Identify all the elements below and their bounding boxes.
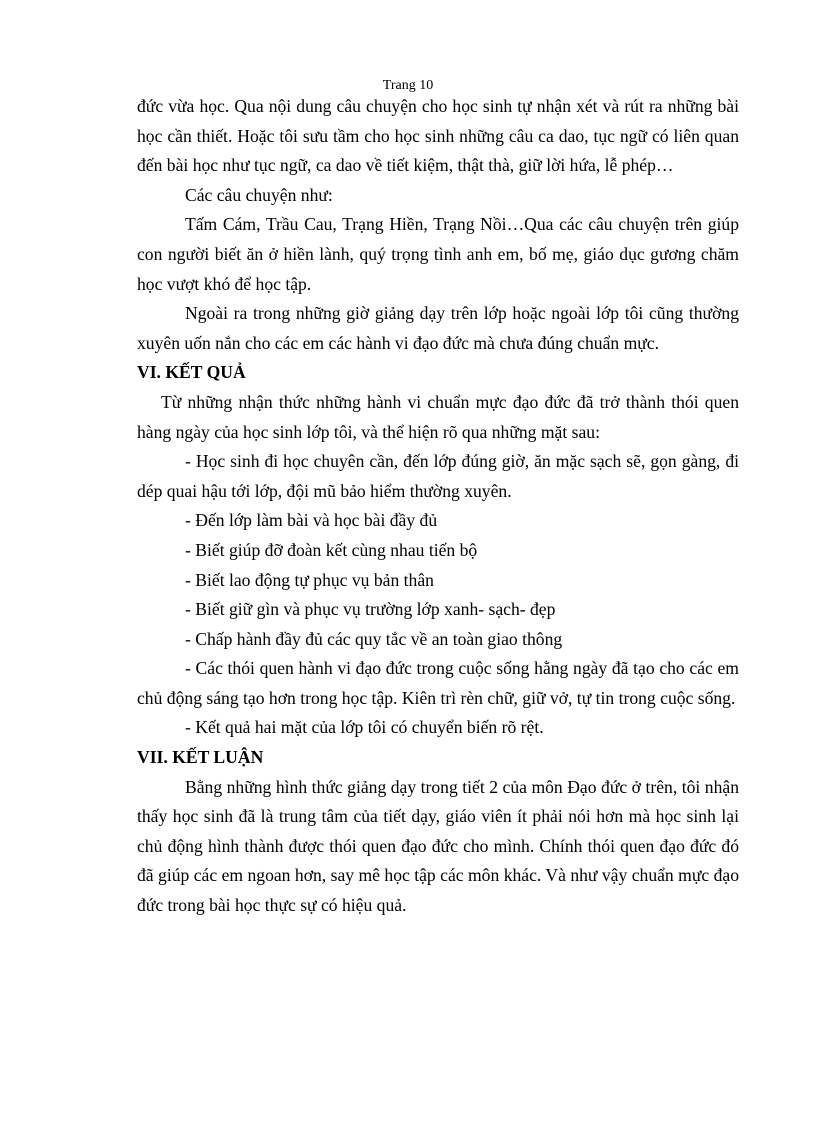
section-heading-conclusion: VII. KẾT LUẬN — [137, 747, 264, 768]
list-item: - Các thói quen hành vi đạo đức trong cuộc sống hằng ngày đã tạo cho các em chủ động sáng tạo hơn trong học tập. Kiên trì rèn chữ, giữ vở, tự tin trong cuộc sống. — [137, 658, 739, 708]
list-item: - Kết quả hai mặt của lớp tôi có chuyển biến rõ rệt. — [185, 717, 544, 738]
list-item: - Biết giữ gìn và phục vụ trường lớp xanh- sạch- đẹp — [185, 599, 556, 620]
list-item: - Đến lớp làm bài và học bài đầy đủ — [185, 510, 438, 531]
section-heading-results: VI. KẾT QUẢ — [137, 362, 246, 383]
list-item: - Biết lao động tự phục vụ bản thân — [185, 569, 434, 590]
paragraph: đức vừa học. Qua nội dung câu chuyện cho học sinh tự nhận xét và rút ra những bài học cần thiết. Hoặc tôi sưu tầm cho học sinh những câu ca dao, tục ngữ có liên quan đến bài học như tục ngữ, ca dao về tiết kiệm, thật thà, giữ lời hứa, lễ phép… — [137, 96, 739, 176]
page-number: Trang 10 — [382, 78, 434, 93]
paragraph: Từ những nhận thức những hành vi chuẩn mực đạo đức đã trở thành thói quen hàng ngày của học sinh lớp tôi, và thể hiện rõ qua những mặt sau: — [137, 391, 739, 442]
document-body — [137, 92, 739, 921]
list-item: - Chấp hành đầy đủ các quy tắc về an toàn giao thông — [185, 628, 563, 649]
paragraph: Các câu chuyện như: — [185, 184, 333, 205]
list-item: - Biết giúp đỡ đoàn kết cùng nhau tiến bộ — [185, 539, 478, 560]
paragraph: Ngoài ra trong những giờ giảng dạy trên lớp hoặc ngoài lớp tôi cũng thường xuyên uốn nắn cho các em các hành vi đạo đức mà chưa đúng chuẩn mực. — [137, 303, 739, 353]
list-item: - Học sinh đi học chuyên cần, đến lớp đúng giờ, ăn mặc sạch sẽ, gọn gàng, đi dép quai hậu tới lớp, đội mũ bảo hiểm thường xuyên. — [137, 451, 739, 501]
paragraph: Tấm Cám, Trầu Cau, Trạng Hiền, Trạng Nồi…Qua các câu chuyện trên giúp con người biết ăn ở hiền lành, quý trọng tình anh em, bố mẹ, giáo dục gương chăm học vượt khó để học tập. — [137, 214, 739, 294]
paragraph: Bằng những hình thức giảng dạy trong tiết 2 của môn Đạo đức ở trên, tôi nhận thấy học sinh đã là trung tâm của tiết dạy, giáo viên ít phải nói hơn mà học sinh lại chủ động hình thành được thói quen đạo đức cho mình. Chính thói quen đạo đức đó đã giúp các em ngoan hơn, say mê học tập các môn khác. Và như vậy chuẩn mực đạo đức trong bài học thực sự có hiệu quả. — [137, 776, 739, 916]
